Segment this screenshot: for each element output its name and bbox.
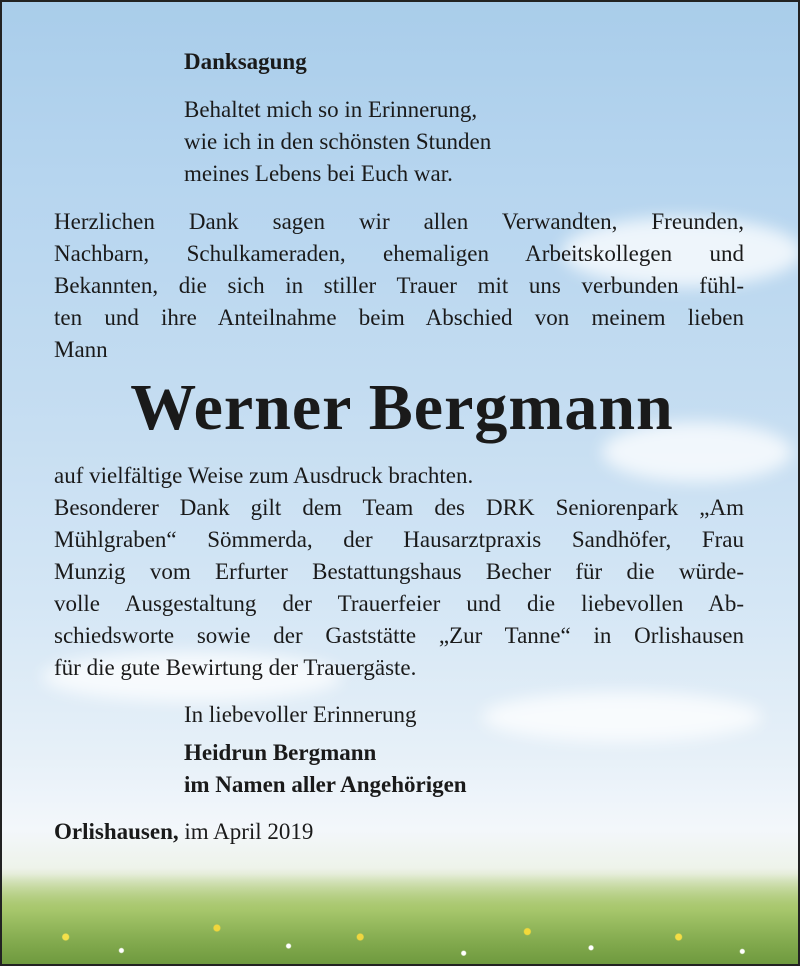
paragraph-line: ten und ihre Anteilnahme beim Abschied von meinem lieben <box>54 305 744 330</box>
date: im April 2019 <box>178 819 314 844</box>
poem <box>184 94 491 190</box>
signer-name: Heidrun Bergmann <box>184 740 377 765</box>
paragraph-line: schiedsworte sowie der Gaststätte „Zur Tanne“ in Orlishausen <box>54 623 744 648</box>
paragraph-line: Mann <box>54 337 108 362</box>
paragraph-line: Munzig vom Erfurter Bestattungshaus Becher für die würde- <box>54 559 744 584</box>
paragraph-line: Mühlgraben“ Sömmerda, der Hausarztpraxis Sandhöfer, Frau <box>54 527 744 552</box>
signer-note: im Namen aller Angehörigen <box>184 772 467 797</box>
place-date <box>54 816 313 848</box>
paragraph-line: für die gute Bewirtung der Trauergäste. <box>54 655 417 680</box>
poem-line: wie ich in den schönsten Stunden <box>184 129 492 154</box>
poem-line: Behaltet mich so in Erinnerung, <box>184 97 478 122</box>
signers <box>184 737 467 801</box>
meadow-decoration <box>2 874 798 964</box>
thanks-paragraph <box>54 206 744 366</box>
place: Orlishausen, <box>54 819 179 844</box>
paragraph-line: Herzlichen Dank sagen wir allen Verwandten, Freunden, <box>54 209 744 234</box>
special-thanks-paragraph <box>54 460 744 684</box>
cloud-decoration <box>482 692 762 742</box>
paragraph-line: Besonderer Dank gilt dem Team des DRK Seniorenpark „Am <box>54 495 744 520</box>
heading: Danksagung <box>184 49 307 74</box>
poem-line: meines Lebens bei Euch war. <box>184 161 453 186</box>
paragraph-line: Nachbarn, Schulkameraden, ehemaligen Arbeitskollegen und <box>54 241 744 266</box>
paragraph-line: volle Ausgestaltung der Trauerfeier und die liebevollen Ab- <box>54 591 744 616</box>
deceased-name: Werner Bergmann <box>130 371 674 444</box>
closing-line: In liebevoller Erinnerung <box>184 702 417 727</box>
paragraph-line: auf vielfältige Weise zum Ausdruck brachten. <box>54 463 474 488</box>
paragraph-line: Bekannten, die sich in stiller Trauer mit uns verbunden fühl- <box>54 273 744 298</box>
